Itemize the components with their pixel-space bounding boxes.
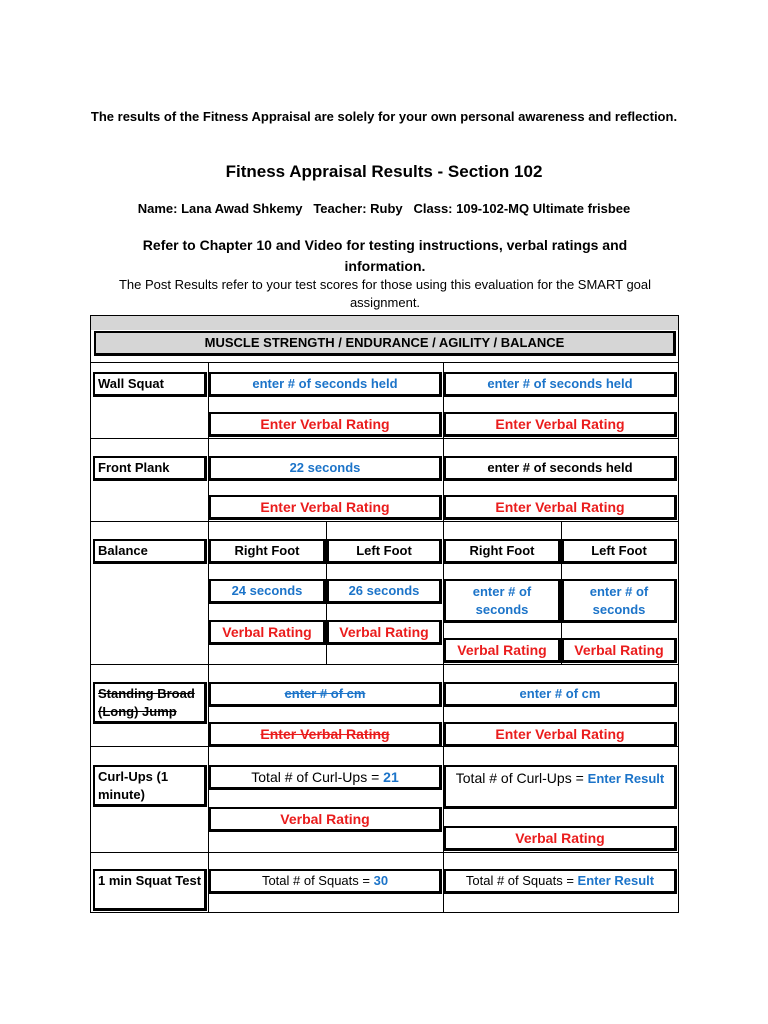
wall-squat-pre-input[interactable]: enter # of seconds held	[209, 372, 442, 397]
row-divider	[91, 438, 678, 439]
squat-test-pre-value: 30	[373, 873, 389, 888]
balance-post-right-input[interactable]: enter # of seconds	[444, 579, 561, 623]
front-plank-post-input[interactable]: enter # of seconds held	[444, 456, 677, 481]
squat-test-pre-prefix: Total # of Squats =	[261, 873, 374, 888]
broad-jump-post-rating[interactable]: Enter Verbal Rating	[444, 722, 677, 747]
student-info: Name: Lana Awad Shkemy Teacher: Ruby Class: 109-102-MQ Ultimate frisbee	[137, 201, 631, 216]
balance-label: Balance	[93, 539, 207, 564]
broad-jump-pre-input[interactable]: enter # of cm	[209, 682, 442, 707]
balance-post-left-input[interactable]: enter # of seconds	[562, 579, 677, 623]
wall-squat-label: Wall Squat	[93, 372, 207, 397]
curl-ups-pre-prefix: Total # of Curl-Ups =	[251, 769, 384, 785]
broad-jump-post-input[interactable]: enter # of cm	[444, 682, 677, 707]
wall-squat-pre-rating[interactable]: Enter Verbal Rating	[209, 412, 442, 437]
balance-post-left-foot-heading: Left Foot	[562, 539, 677, 564]
balance-post-right-foot-heading: Right Foot	[444, 539, 561, 564]
curl-ups-pre-rating[interactable]: Verbal Rating	[209, 807, 442, 832]
squat-test-post-input[interactable]	[444, 869, 677, 894]
row-divider	[91, 664, 678, 665]
front-plank-post-rating[interactable]: Enter Verbal Rating	[444, 495, 677, 520]
broad-jump-pre-rating[interactable]: Enter Verbal Rating	[209, 722, 442, 747]
front-plank-pre-input[interactable]: 22 seconds	[209, 456, 442, 481]
balance-pre-right-input[interactable]: 24 seconds	[209, 579, 326, 604]
balance-post-right-rating[interactable]: Verbal Rating	[444, 638, 561, 663]
balance-pre-right-rating[interactable]: Verbal Rating	[209, 620, 326, 645]
intro-note: The results of the Fitness Appraisal are solely for your own personal awareness and reflection.	[90, 109, 678, 124]
post-results-note: The Post Results refer to your test scores for those using this evaluation for the SMART goal assignment.	[118, 277, 652, 310]
broad-jump-label: Standing Broad (Long) Jump	[93, 682, 207, 724]
row-divider	[91, 521, 678, 522]
balance-post-left-rating[interactable]: Verbal Rating	[562, 638, 677, 663]
squat-test-pre-input[interactable]	[209, 869, 442, 894]
balance-pre-left-rating[interactable]: Verbal Rating	[327, 620, 442, 645]
front-plank-pre-rating[interactable]: Enter Verbal Rating	[209, 495, 442, 520]
table-top-band	[91, 316, 678, 330]
instructions-heading: Refer to Chapter 10 and Video for testing instructions, verbal ratings and information.	[142, 237, 628, 274]
section-header: MUSCLE STRENGTH / ENDURANCE / AGILITY / BALANCE	[94, 331, 676, 356]
squat-test-label: 1 min Squat Test	[93, 869, 207, 911]
page-title: Fitness Appraisal Results - Section 102	[225, 162, 543, 181]
curl-ups-pre-input[interactable]	[209, 765, 442, 790]
row-divider	[91, 852, 678, 853]
wall-squat-post-input[interactable]: enter # of seconds held	[444, 372, 677, 397]
curl-ups-post-prefix: Total # of Curl-Ups =	[455, 770, 588, 786]
curl-ups-post-rating[interactable]: Verbal Rating	[444, 826, 677, 851]
squat-test-post-value: Enter Result	[577, 873, 655, 888]
curl-ups-pre-value: 21	[383, 769, 399, 785]
balance-pre-right-foot-heading: Right Foot	[209, 539, 326, 564]
squat-test-post-prefix: Total # of Squats =	[465, 873, 578, 888]
front-plank-label: Front Plank	[93, 456, 207, 481]
curl-ups-post-value: Enter Result	[587, 771, 665, 786]
curl-ups-post-input[interactable]	[444, 765, 677, 809]
wall-squat-post-rating[interactable]: Enter Verbal Rating	[444, 412, 677, 437]
balance-pre-left-foot-heading: Left Foot	[327, 539, 442, 564]
row-divider	[91, 362, 678, 363]
balance-pre-left-input[interactable]: 26 seconds	[327, 579, 442, 604]
curl-ups-label: Curl-Ups (1 minute)	[93, 765, 207, 807]
